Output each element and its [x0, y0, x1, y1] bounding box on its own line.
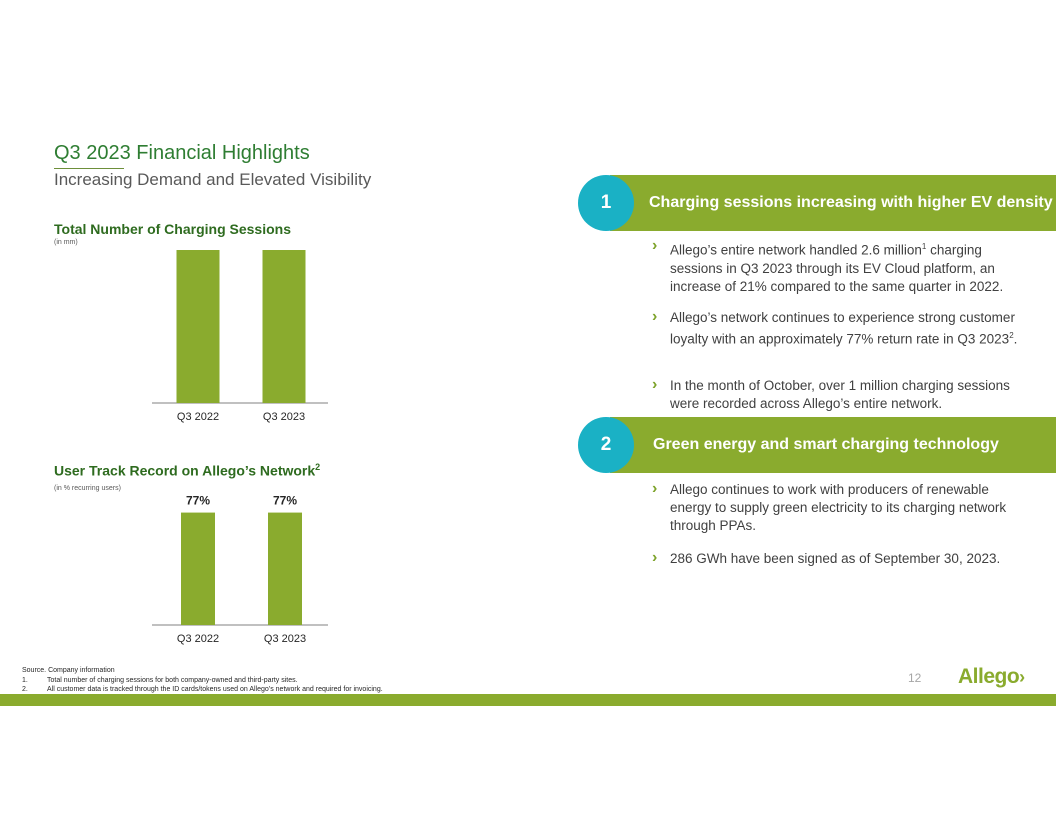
chart-title-user-track-text: User Track Record on Allego’s Network — [54, 462, 316, 479]
section-heading-1: Charging sessions increasing with higher EV density — [649, 194, 1053, 211]
chart-unit-sessions: (in mm) — [54, 239, 78, 246]
chevron-right-icon: › — [652, 480, 658, 497]
footnote-text: All customer data is tracked through the ID cards/tokens used on Allego’s network and required for invoicing. — [47, 686, 383, 693]
title-underline — [54, 168, 124, 169]
chart-title-user-track — [54, 462, 320, 479]
footer-bar — [0, 694, 1056, 706]
bullet-item — [652, 550, 1022, 568]
bullet-footnote-ref: 2 — [1009, 331, 1014, 340]
page-title: Q3 2023 Financial Highlights — [54, 142, 310, 164]
page-number: 12 — [908, 671, 922, 685]
bullet-text-main: Allego’s network continues to experience strong customer loyalty with an approximately 77% return rate in Q3 2023 — [670, 310, 1015, 347]
category-label: Q3 2023 — [262, 411, 306, 423]
chart-title-sessions: Total Number of Charging Sessions — [54, 221, 291, 237]
bullet-text-main: Allego continues to work with producers of renewable energy to supply green electricity to its charging network through PPAs. — [670, 482, 1007, 533]
bullet-text-main: In the month of October, over 1 million charging sessions were recorded across Allego’s entire network. — [670, 378, 1010, 411]
bullet-text — [670, 309, 1022, 349]
bullet-item — [652, 309, 1022, 349]
data-label: 77% — [185, 493, 211, 508]
page-subtitle: Increasing Demand and Elevated Visibility — [54, 170, 372, 189]
data-label: 77% — [272, 493, 298, 508]
bar — [268, 513, 302, 625]
bullet-text — [670, 238, 1022, 296]
chart-unit-user-track: (in % recurring users) — [54, 485, 121, 492]
category-label: Q3 2022 — [176, 411, 220, 423]
footnote-number: 2. — [22, 686, 28, 693]
chevron-right-icon: › — [652, 308, 658, 325]
bullet-item — [652, 238, 1022, 296]
category-label: Q3 2022 — [176, 633, 220, 645]
footnotes — [22, 666, 383, 695]
section-banner-2 — [610, 417, 1056, 473]
footnote-number: 1. — [22, 676, 28, 684]
category-label: Q3 2023 — [263, 633, 307, 645]
chevron-right-icon: › — [652, 376, 658, 393]
bar — [181, 513, 215, 625]
section-banner-1 — [610, 175, 1056, 231]
footnote-1 — [22, 676, 383, 686]
source-note: Source. Company information — [22, 667, 115, 674]
bar — [263, 250, 306, 403]
section-heading-2: Green energy and smart charging technology — [653, 436, 999, 453]
chevron-right-icon: › — [652, 549, 658, 566]
chart-title-user-track-sup: 2 — [315, 462, 321, 472]
bullet-text — [670, 481, 1022, 535]
bullet-text — [670, 377, 1022, 413]
bullet-item — [652, 481, 1022, 535]
bullet-text-tail: charging sessions in Q3 2023 through its EV Cloud platform, an increase of 21% compared to the same quarter in 2022. — [670, 242, 1004, 294]
bullet-text — [670, 550, 1022, 568]
section-number-badge-1: 1 — [578, 175, 634, 231]
bullet-text-main: Allego’s entire network handled 2.6 million — [670, 242, 922, 258]
chevron-right-icon: › — [1019, 667, 1025, 687]
chart-sessions — [150, 250, 340, 430]
footnote-text: Total number of charging sessions for both company-owned and third-party sites. — [47, 676, 298, 684]
bullet-text-tail: . — [1013, 331, 1018, 347]
bar — [177, 250, 220, 403]
chevron-right-icon: › — [652, 237, 658, 254]
bullet-footnote-ref: 1 — [921, 242, 927, 251]
bullet-item — [652, 377, 1022, 413]
section-number-badge-2: 2 — [578, 417, 634, 473]
chart-user-track — [150, 480, 340, 650]
logo-text: Allego — [958, 665, 1020, 688]
allego-logo — [958, 665, 1025, 689]
bullet-text-main: 286 GWh have been signed as of September 30, 2023. — [670, 551, 1001, 566]
